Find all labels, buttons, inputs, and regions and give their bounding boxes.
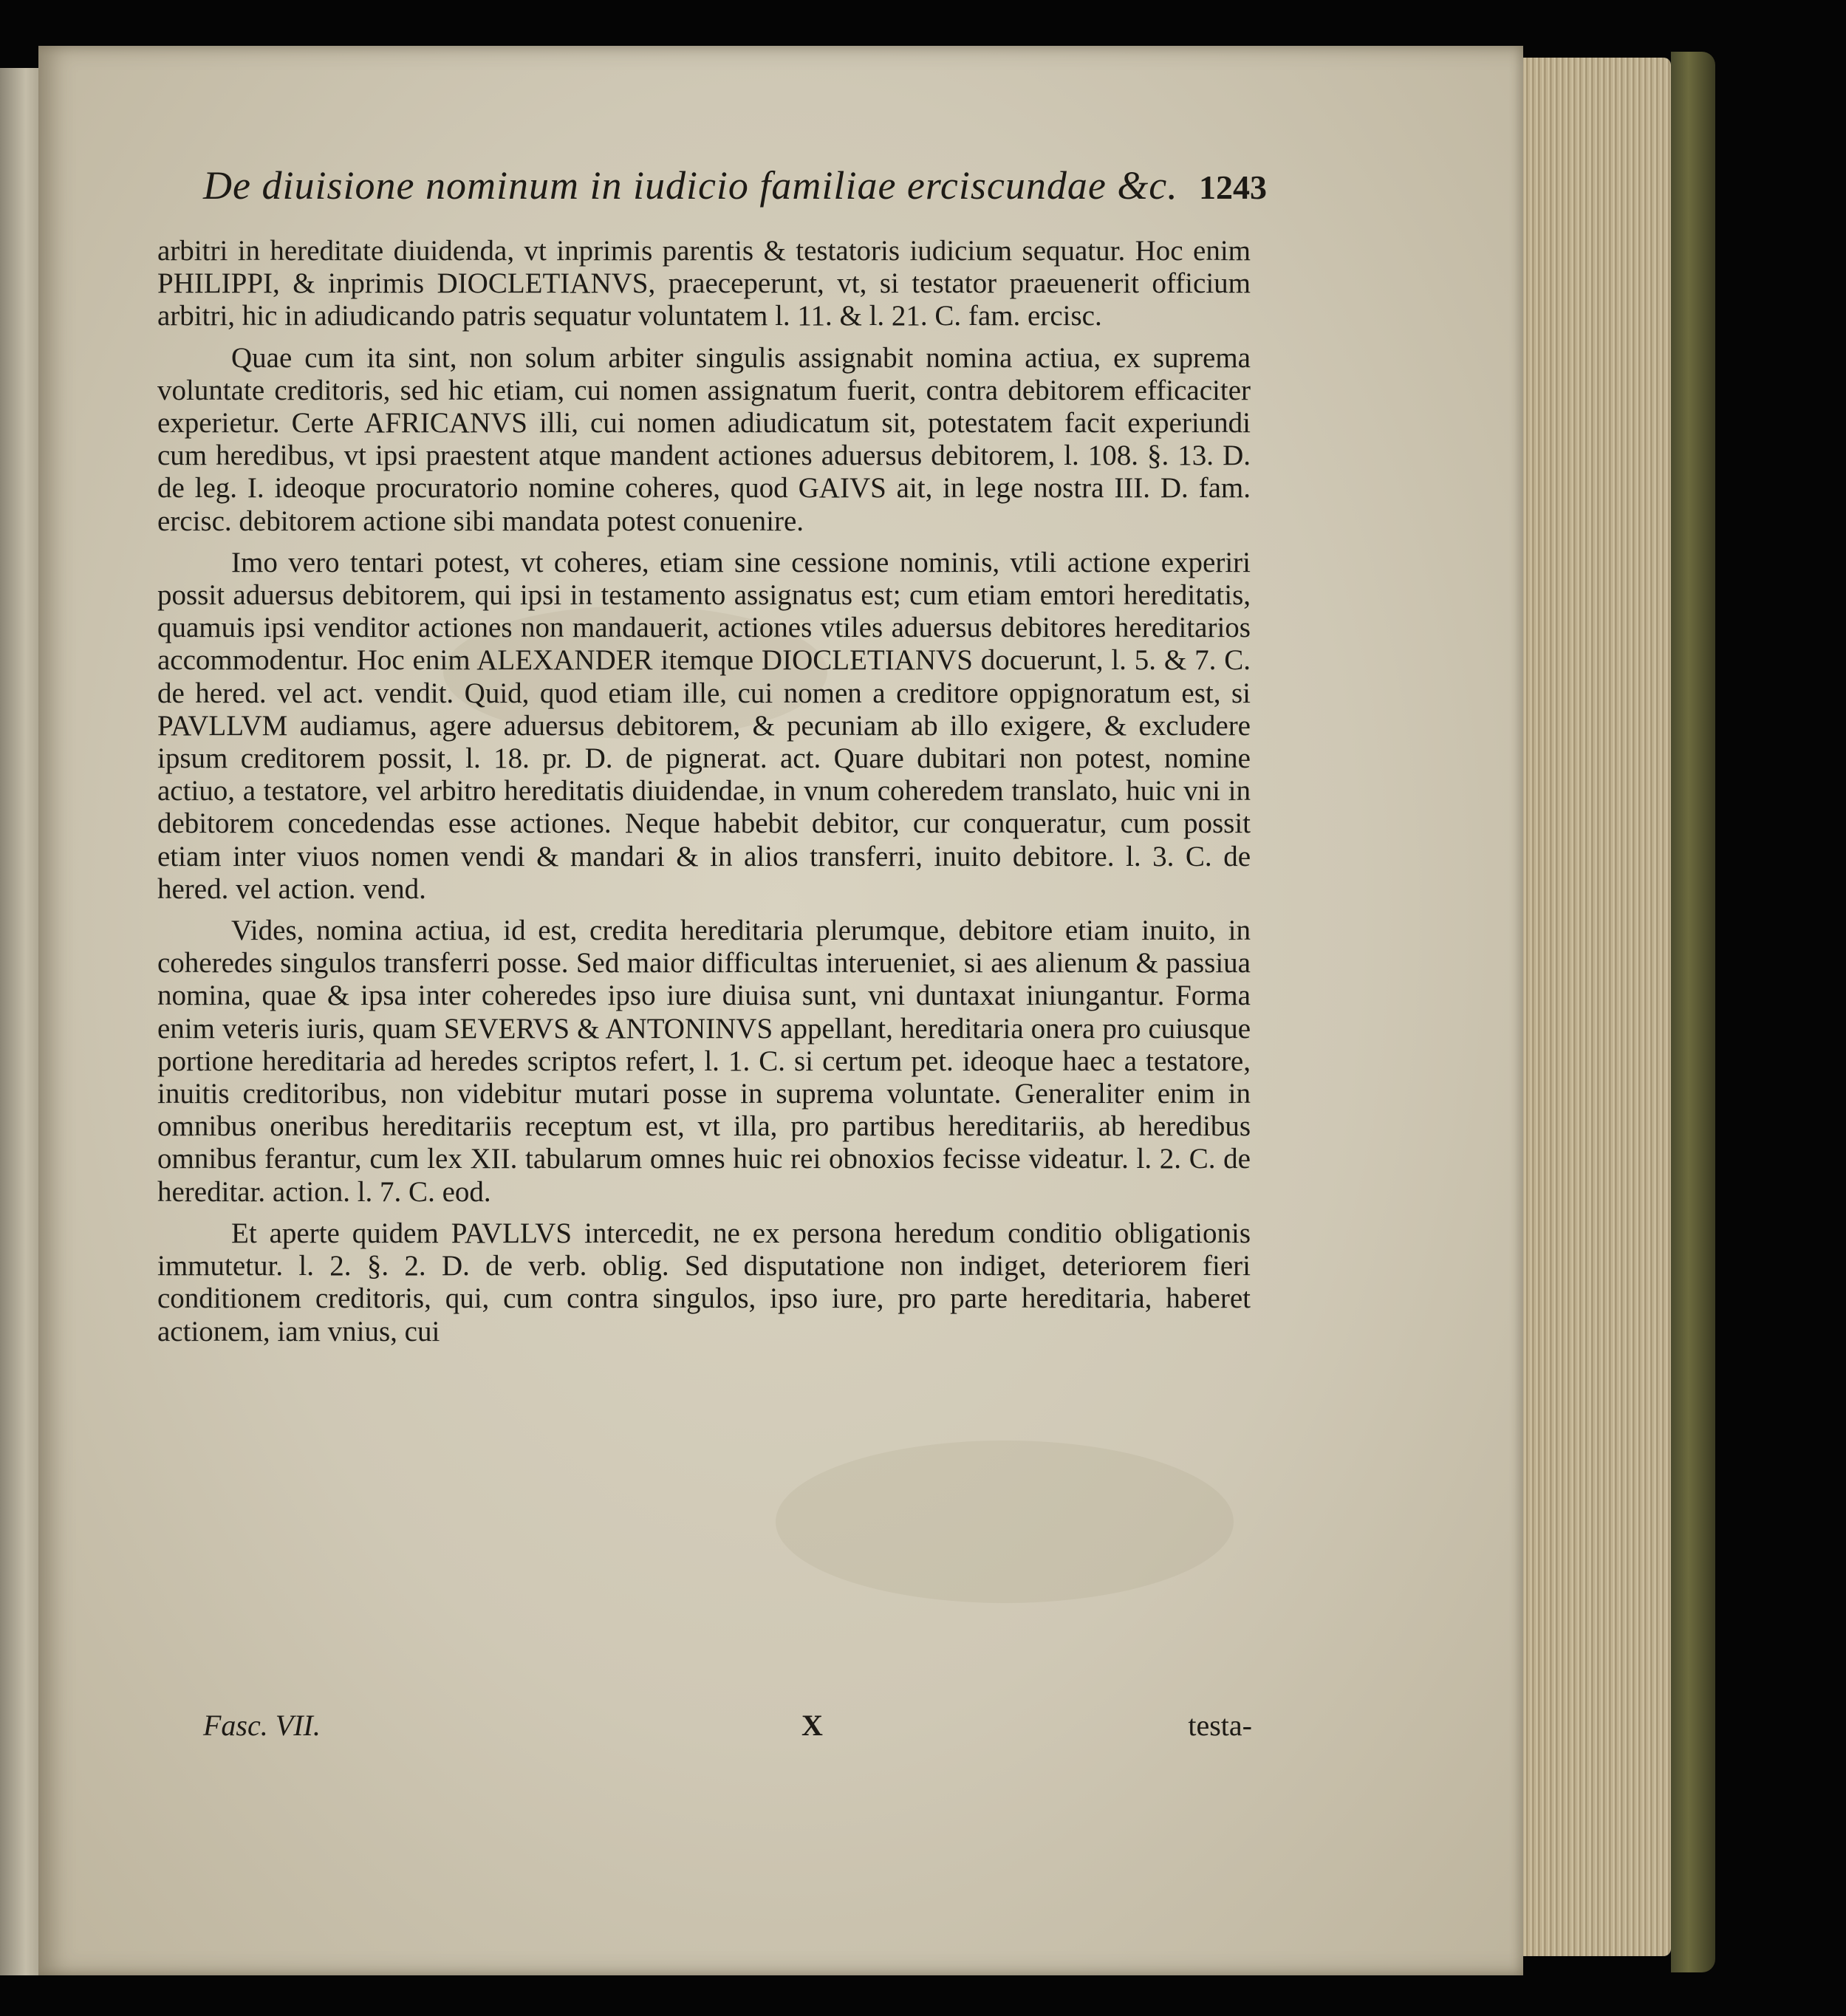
signature-line: Fasc. VII. xyxy=(203,1709,321,1742)
paragraph: Et aperte quidem PAVLLVS intercedit, ne ex persona heredum conditio obligationis immutetur. l. 2. §. 2. D. de verb. oblig. Sed disputatione non indiget, deteriorem fieri conditionem creditoris, qui, cum contra singulos, ipso iure, pro parte hereditaria, haberet actionem, iam vnius, cui xyxy=(157,1217,1251,1347)
page-number: 1243 xyxy=(1199,168,1267,206)
body-text xyxy=(157,235,1251,1348)
running-head: De diuisione nominum in iudicio familiae erciscundae &c. xyxy=(203,163,1178,208)
page-footer xyxy=(203,1708,1252,1752)
facing-page-edge xyxy=(0,68,43,1975)
book-cover-edge xyxy=(1671,52,1715,1972)
catchword: testa- xyxy=(1188,1709,1252,1742)
paper-stain xyxy=(776,1441,1234,1603)
page-header xyxy=(203,163,1267,229)
signature-mark: X xyxy=(801,1709,823,1742)
page-edges xyxy=(1523,58,1671,1956)
paragraph: Imo vero tentari potest, vt coheres, etiam sine cessione nominis, vtili actione experiri possit aduersus debitorem, qui ipsi in testamento assignatus est; cum etiam emtori hereditatis, quamuis ipsi venditor actiones non mandauerit, actiones vtiles aduersus debitores hereditarios accommodentur. Hoc enim ALEXANDER itemque DIOCLETIANVS docuerunt, l. 5. & 7. C. de hered. vel act. vendit. Quid, quod etiam ille, cui nomen a creditore oppignoratum est, si PAVLLVM audiamus, agere aduersus debitorem, & pecuniam ab illo exigere, & excludere ipsum creditorem possit, l. 18. pr. D. de pignerat. act. Quare dubitari non potest, nomine actiuo, a testatore, vel arbitro hereditatis diuidendae, in vnum coheredem translato, huic vni in debitorem concedendas esse actiones. Neque habebit debitor, cur conqueratur, cum possit etiam inter viuos nomen vendi & mandari & in alios transferri, inuito debitore. l. 3. C. de hered. vel action. vend. xyxy=(157,546,1251,905)
paragraph: arbitri in hereditate diuidenda, vt inprimis parentis & testatoris iudicium sequatur. Hoc enim PHILIPPI, & inprimis DIOCLETIANVS, praeceperunt, vt, si testator praeuenerit officium arbitri, hic in adiudicando patris sequatur voluntatem l. 11. & l. 21. C. fam. ercisc. xyxy=(157,235,1251,332)
paragraph: Vides, nomina actiua, id est, credita hereditaria plerumque, debitore etiam inuito, in coheredes singulos transferri posse. Sed maior difficultas interueniet, si aes alienum & passiua nomina, quae & ipsa inter coheredes ipso iure diuisa sunt, vni duntaxat iniungantur. Forma enim veteris iuris, quam SEVERVS & ANTONINVS appellant, hereditaria onera pro cuiusque portione hereditaria ad heredes scriptos refert, l. 1. C. si certum pet. ideoque haec a testatore, inuitis creditoribus, non videbitur mutari posse in suprema voluntate. Generaliter enim in omnibus oneribus hereditariis receptum est, vt illa, pro partibus hereditariis, ab heredibus omnibus ferantur, cum lex XII. tabularum omnes huic rei obnoxios fecisse videatur. l. 2. C. de hereditar. action. l. 7. C. eod. xyxy=(157,915,1251,1208)
paragraph: Quae cum ita sint, non solum arbiter singulis assignabit nomina actiua, ex suprema voluntate creditoris, sed hic etiam, cui nomen assignatum fuerit, contra debitorem efficaciter experietur. Certe AFRICANVS illi, cui nomen adiudicatum sit, potestatem facit experiundi cum heredibus, vt ipsi praestent atque mandent actiones aduersus debitorem, l. 108. §. 13. D. de leg. I. ideoque procuratorio nomine coheres, quod GAIVS ait, in lege nostra III. D. fam. ercisc. debitorem actione sibi mandata potest conuenire. xyxy=(157,341,1251,537)
